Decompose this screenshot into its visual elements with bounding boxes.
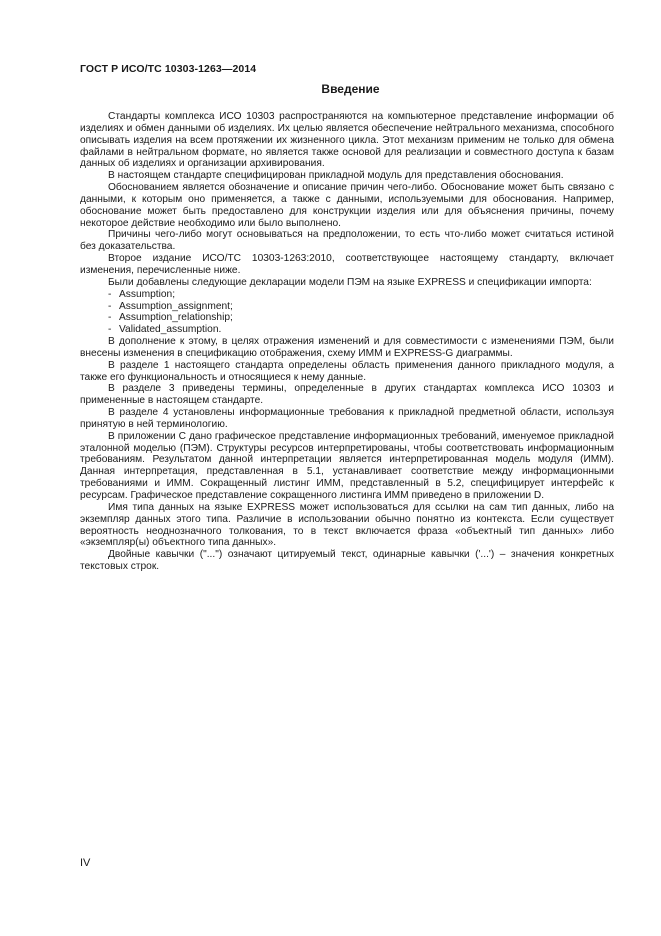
list-item-text: Assumption; (119, 288, 176, 300)
section-title: Введение (321, 82, 380, 96)
paragraph: В разделе 3 приведены термины, определенные в других стандартах комплекса ИСО 10303 и примененные в настоящем стандарте. (80, 383, 614, 407)
paragraph: В приложении С дано графическое представление информационных требований, именуемое прикладной эталонной моделью (ПЭМ). Структуры ресурсов интерпретированы, чтобы соответствовать информационным требованиям. Результатом данной интерпретации является интерпретированная модель модуля (ИММ). Данная интерпретация, представленная в 5.1, устанавливает соответствие между информационными требованиями и ИММ. Сокращенный листинг ИММ, представленный в 5.2, специфицирует интерфейс к ресурсам. Графическое представление сокращенного листинга ИММ приведено в приложении D. (80, 430, 614, 501)
list-item: - Assumption; (108, 288, 176, 300)
list-item-text: Assumption_relationship; (119, 312, 233, 324)
paragraph: Были добавлены следующие декларации модели ПЭМ на языке EXPRESS и спецификации импорта: (108, 276, 592, 288)
paragraph: Двойные кавычки ("...") означают цитируемый текст, одинарные кавычки ('...') – значения конкретных текстовых строк. (80, 549, 614, 573)
paragraph: Обоснованием является обозначение и описание причин чего-либо. Обоснование может быть связано с данными, к которым оно применяется, а также с данными, используемыми для обоснования. Например, обоснование может быть предоставлено для конструкции изделия или для объяснения причины, почему некоторое действие необходимо или было выполнено. (80, 182, 614, 229)
declarations-list (80, 289, 614, 336)
list-item-text: Validated_assumption. (119, 324, 222, 336)
paragraph: Второе издание ИСО/ТС 10303-1263:2010, соответствующее настоящему стандарту, включает изменения, перечисленные ниже. (80, 253, 614, 276)
list-item-text: Assumption_assignment; (119, 300, 233, 312)
list-item: - Assumption_relationship; (108, 312, 233, 324)
paragraph: В разделе 4 установлены информационные требования к прикладной предметной области, используя принятую в ней терминологию. (80, 407, 614, 430)
list-item: - Validated_assumption. (108, 324, 222, 336)
list-item: - Assumption_assignment; (108, 300, 233, 312)
document-header: ГОСТ Р ИСО/ТС 10303-1263—2014 (80, 63, 257, 75)
paragraph: В дополнение к этому, в целях отражения изменений и для совместимости с изменениями ПЭМ, были внесены изменения в спецификацию отображения, схему ИММ и EXPRESS-G диаграммы. (80, 336, 614, 359)
page-number: IV (80, 857, 91, 869)
paragraph: В настоящем стандарте специфицирован прикладной модуль для представления обоснования. (108, 170, 564, 182)
paragraph: Причины чего-либо могут основываться на предположении, то есть что-либо может считаться истиной без доказательства. (80, 229, 614, 253)
paragraph: В разделе 1 настоящего стандарта определены область применения данного прикладного модуля, а также его функциональность и относящиеся к нему данные. (80, 359, 614, 383)
paragraph: Стандарты комплекса ИСО 10303 распространяются на компьютерное представление информации об изделиях и обмен данными об изделиях. Их целью является обеспечение нейтрального механизма, способного описывать изделия на всем протяжении их жизненного цикла. Этот механизм применим не только для обмена файлами в нейтральном формате, но является также основой для реализации и совместного доступа к базам данных об изделиях и организации архивирования. (80, 111, 614, 170)
paragraph: Имя типа данных на языке EXPRESS может использоваться для ссылки на сам тип данных, либо на экземпляр данных этого типа. Различие в использовании обычно понятно из контекста. Если существует вероятность неоднозначного толкования, то в текст включается фраза «объектный тип данных» либо «экземпляр(ы) объектного типа данных». (80, 501, 614, 549)
document-body (80, 111, 614, 573)
